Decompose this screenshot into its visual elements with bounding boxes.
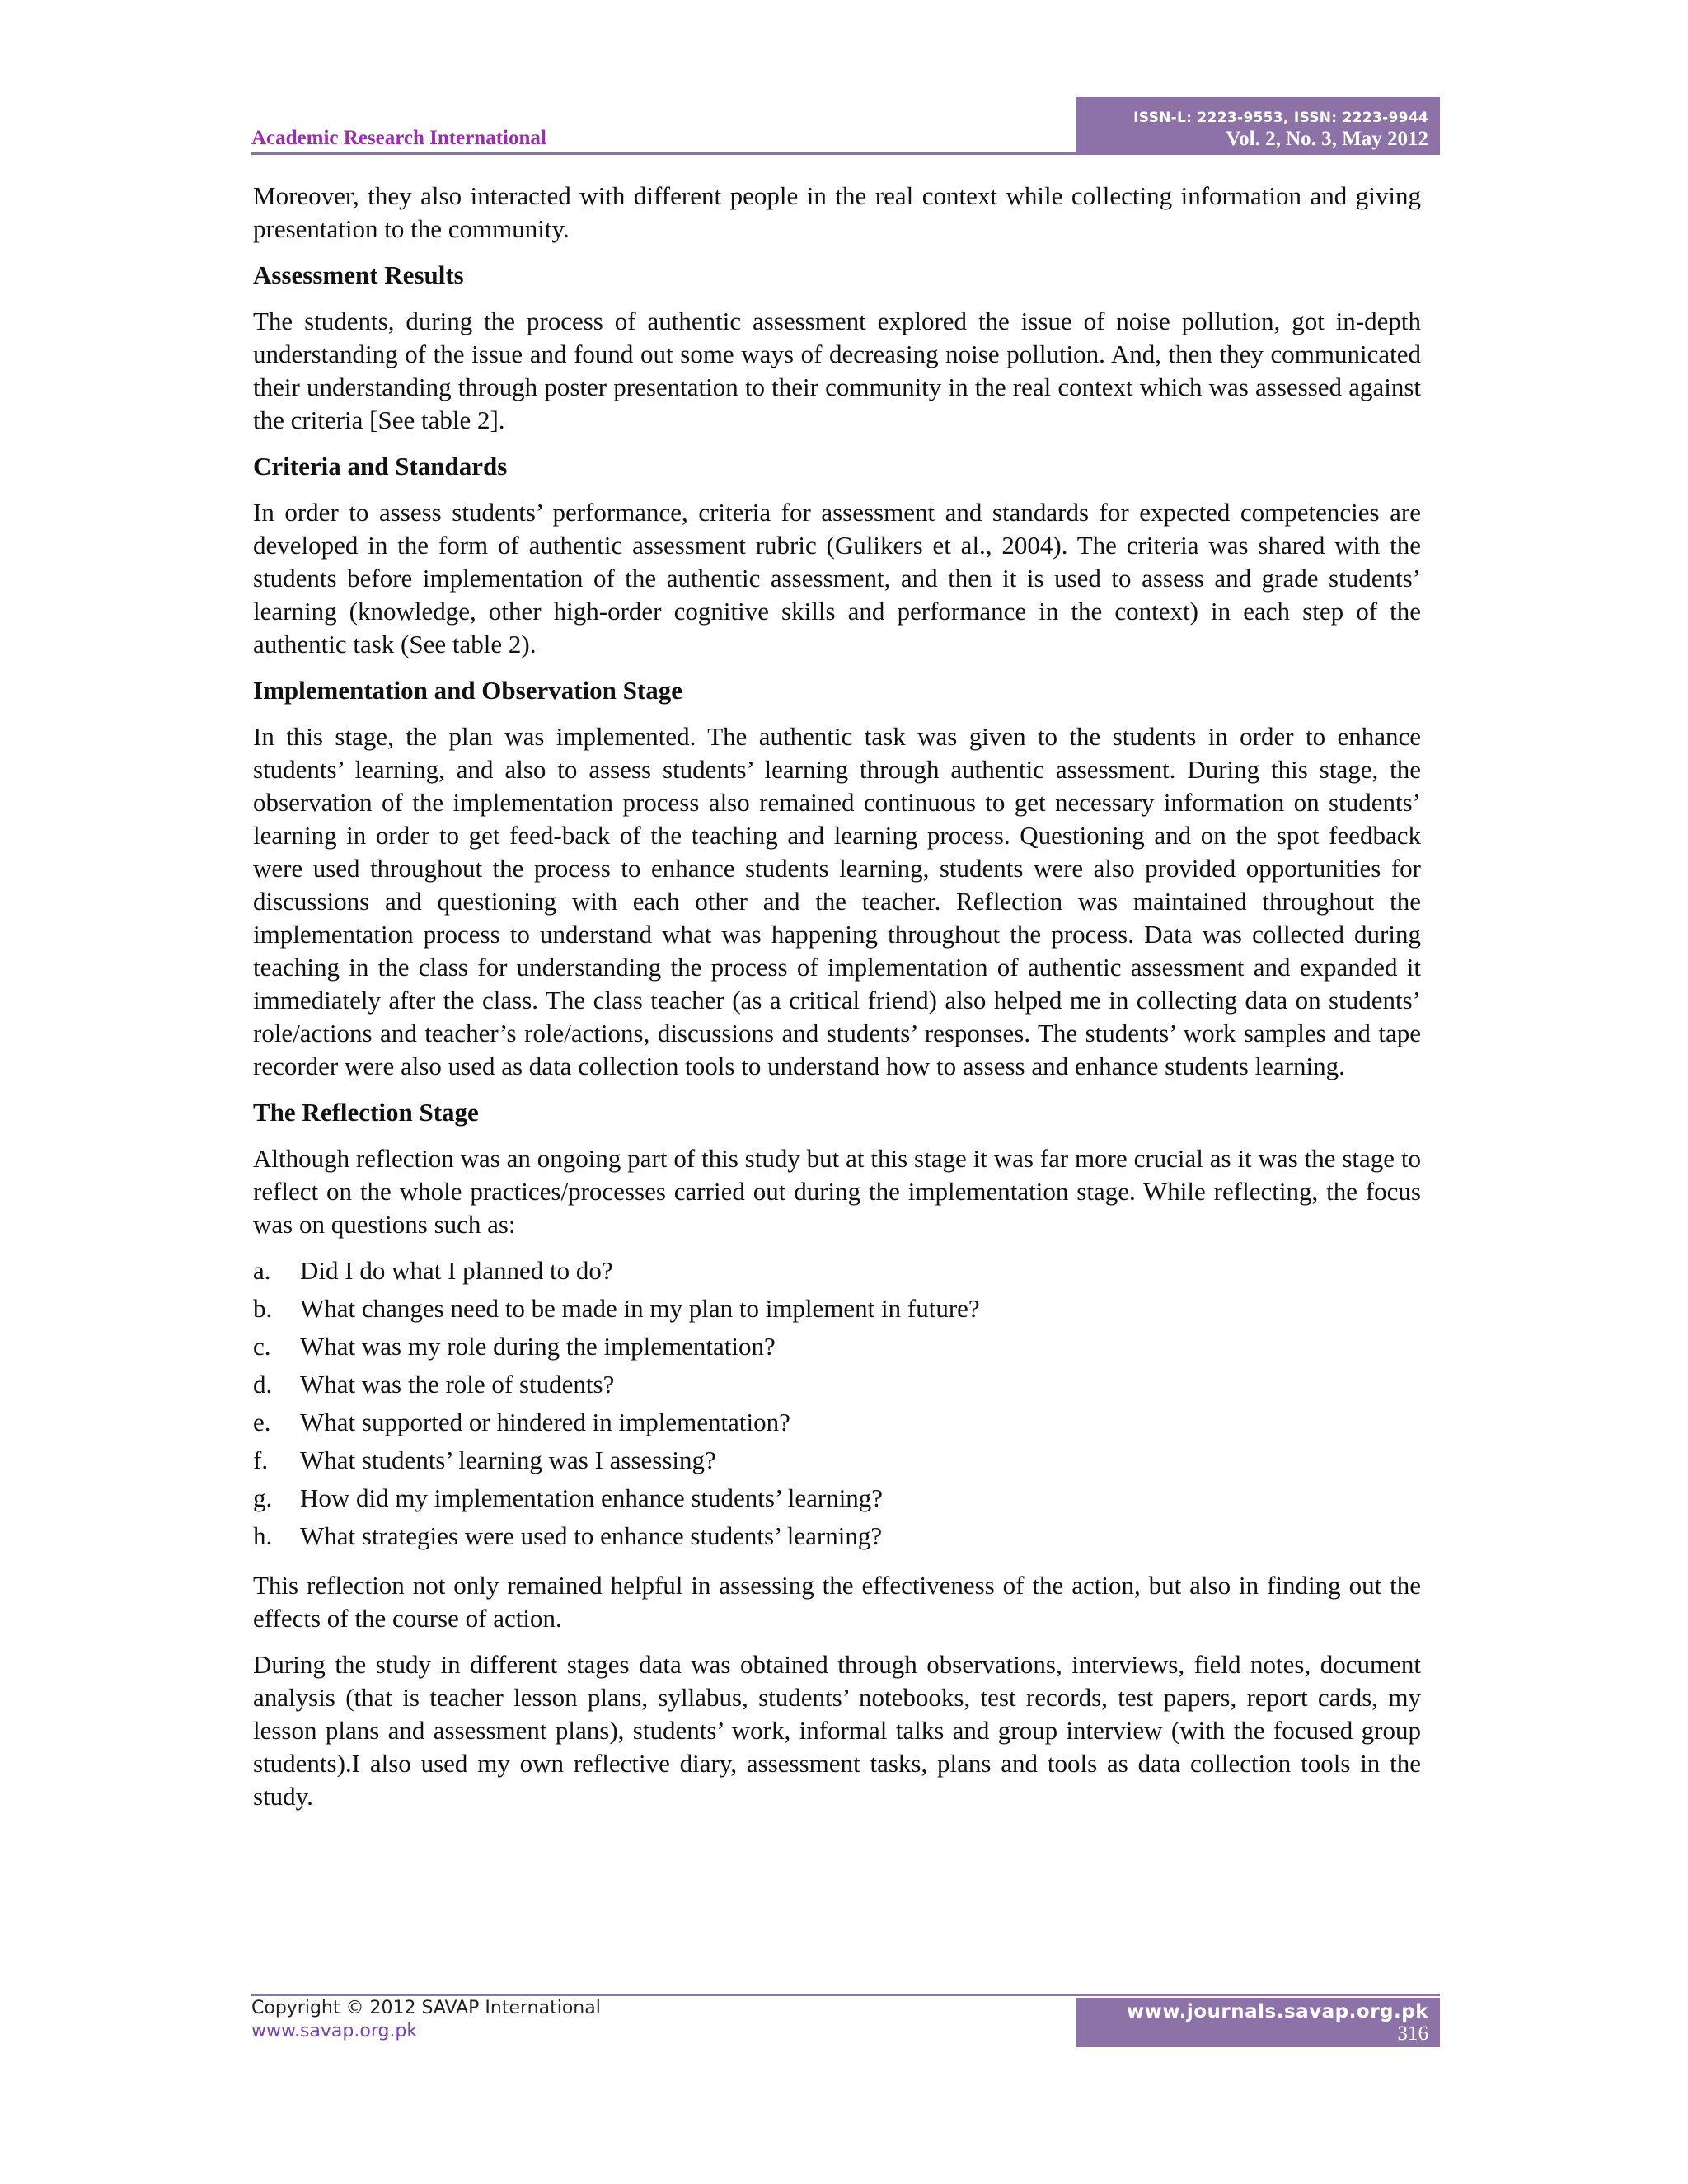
copyright-text: Copyright © 2012 SAVAP International (251, 1998, 601, 2018)
paragraph-implementation-stage: In this stage, the plan was implemented. The authentic task was given to the students in order to enhance students’ learning, and also to assess students’ learning through authentic assessment. During this stage, the observation of the implementation process also remained continuous to get necessary information on students’ learning in order to get feed-back of the teaching and learning process. Questioning and on the spot feedback were used throughout the process to enhance students learning, students were also provided opportunities for discussions and questioning with each other and the teacher. Reflection was maintained throughout the implementation process to understand what was happening throughout the process. Data was collected during teaching in the class for understanding the process of implementation of authentic assessment and expanded it immediately after the class. The class teacher (as a critical friend) also helped me in collecting data on students’ role/actions and teacher’s role/actions, discussions and students’ responses. The students’ work samples and tape recorder were also used as data collection tools to understand how to assess and enhance students learning. (253, 722, 1421, 1080)
volume-text: Vol. 2, No. 3, May 2012 (1226, 128, 1428, 150)
list-marker: h. (253, 1521, 273, 1550)
heading-reflection-stage: The Reflection Stage (253, 1098, 479, 1127)
list-text: What was the role of students? (300, 1370, 615, 1399)
paragraph-criteria-standards: In order to assess students’ performance, criteria for assessment and standards for expected competencies are developed in the form of authentic assessment rubric (Gulikers et al., 2004). The criteria was shared with the students before implementation of the authentic assessment, and then it is used to assess and grade students’ learning (knowledge, other high-order cognitive skills and performance in the context) in each step of the authentic task (See table 2). (253, 498, 1421, 658)
list-marker: d. (253, 1370, 273, 1399)
paragraph-reflection-effect: This reflection not only remained helpful in assessing the effectiveness of the action, but also in finding out the effects of the course of action. (253, 1571, 1421, 1633)
list-text: What changes need to be made in my plan to implement in future? (300, 1294, 980, 1323)
heading-implementation-stage: Implementation and Observation Stage (253, 676, 682, 705)
list-text: How did my implementation enhance students’ learning? (300, 1483, 884, 1512)
list-marker: b. (253, 1294, 273, 1323)
paragraph-reflection-stage: Although reflection was an ongoing part of this study but at this stage it was far more crucial as it was the stage to reflect on the whole practices/processes carried out during the implementation stage. While reflecting, the focus was on questions such as: (253, 1144, 1421, 1239)
list-item (253, 1292, 1421, 1325)
list-marker: f. (253, 1446, 269, 1474)
footer-info-box (1076, 1998, 1440, 2047)
paragraph-assessment-results: The students, during the process of authentic assessment explored the issue of noise pollution, got in-depth understanding of the issue and found out some ways of decreasing noise pollution. And, then they communicated their understanding through poster presentation to their community in the real context which was assessed against the criteria [See table 2]. (253, 307, 1421, 434)
header-divider (251, 152, 1440, 155)
journals-site-link[interactable]: www.journals.savap.org.pk (1126, 2001, 1428, 2022)
list-item (253, 1520, 1421, 1553)
list-item (253, 1330, 1421, 1363)
list-marker: c. (253, 1332, 271, 1361)
list-marker: g. (253, 1483, 273, 1512)
list-marker: e. (253, 1408, 271, 1436)
list-text: What strategies were used to enhance students’ learning? (300, 1521, 883, 1550)
list-item (253, 1406, 1421, 1439)
paragraph-intro: Moreover, they also interacted with different people in the real context while collecting information and giving presentation to the community. (253, 181, 1421, 243)
list-text: What supported or hindered in implementation? (300, 1408, 790, 1436)
article-body (253, 180, 1421, 1826)
journal-title: Academic Research International (251, 127, 546, 149)
list-text: Did I do what I planned to do? (300, 1256, 613, 1285)
issue-info-box (1076, 97, 1440, 152)
paragraph-data-collection: During the study in different stages data was obtained through observations, interviews, field notes, document analysis (that is teacher lesson plans, syllabus, students’ notebooks, test records, test papers, report cards, my lesson plans and assessment plans), students’ work, informal talks and group interview (with the focused group students).I also used my own reflective diary, assessment tasks, plans and tools as data collection tools in the study. (253, 1650, 1421, 1811)
reflection-questions-list (253, 1254, 1421, 1553)
list-item (253, 1444, 1421, 1477)
list-text: What students’ learning was I assessing? (300, 1446, 716, 1474)
list-item (253, 1482, 1421, 1515)
savap-link[interactable]: www.savap.org.pk (251, 2021, 418, 2041)
list-item (253, 1368, 1421, 1401)
list-marker: a. (253, 1256, 271, 1285)
list-text: What was my role during the implementation? (300, 1332, 776, 1361)
heading-assessment-results: Assessment Results (253, 260, 464, 289)
list-item (253, 1254, 1421, 1287)
footer-divider (251, 1994, 1440, 1996)
heading-criteria-standards: Criteria and Standards (253, 452, 508, 480)
issn-text: ISSN-L: 2223-9553, ISSN: 2223-9944 (1133, 110, 1428, 126)
page-number: 316 (1397, 2022, 1428, 2045)
